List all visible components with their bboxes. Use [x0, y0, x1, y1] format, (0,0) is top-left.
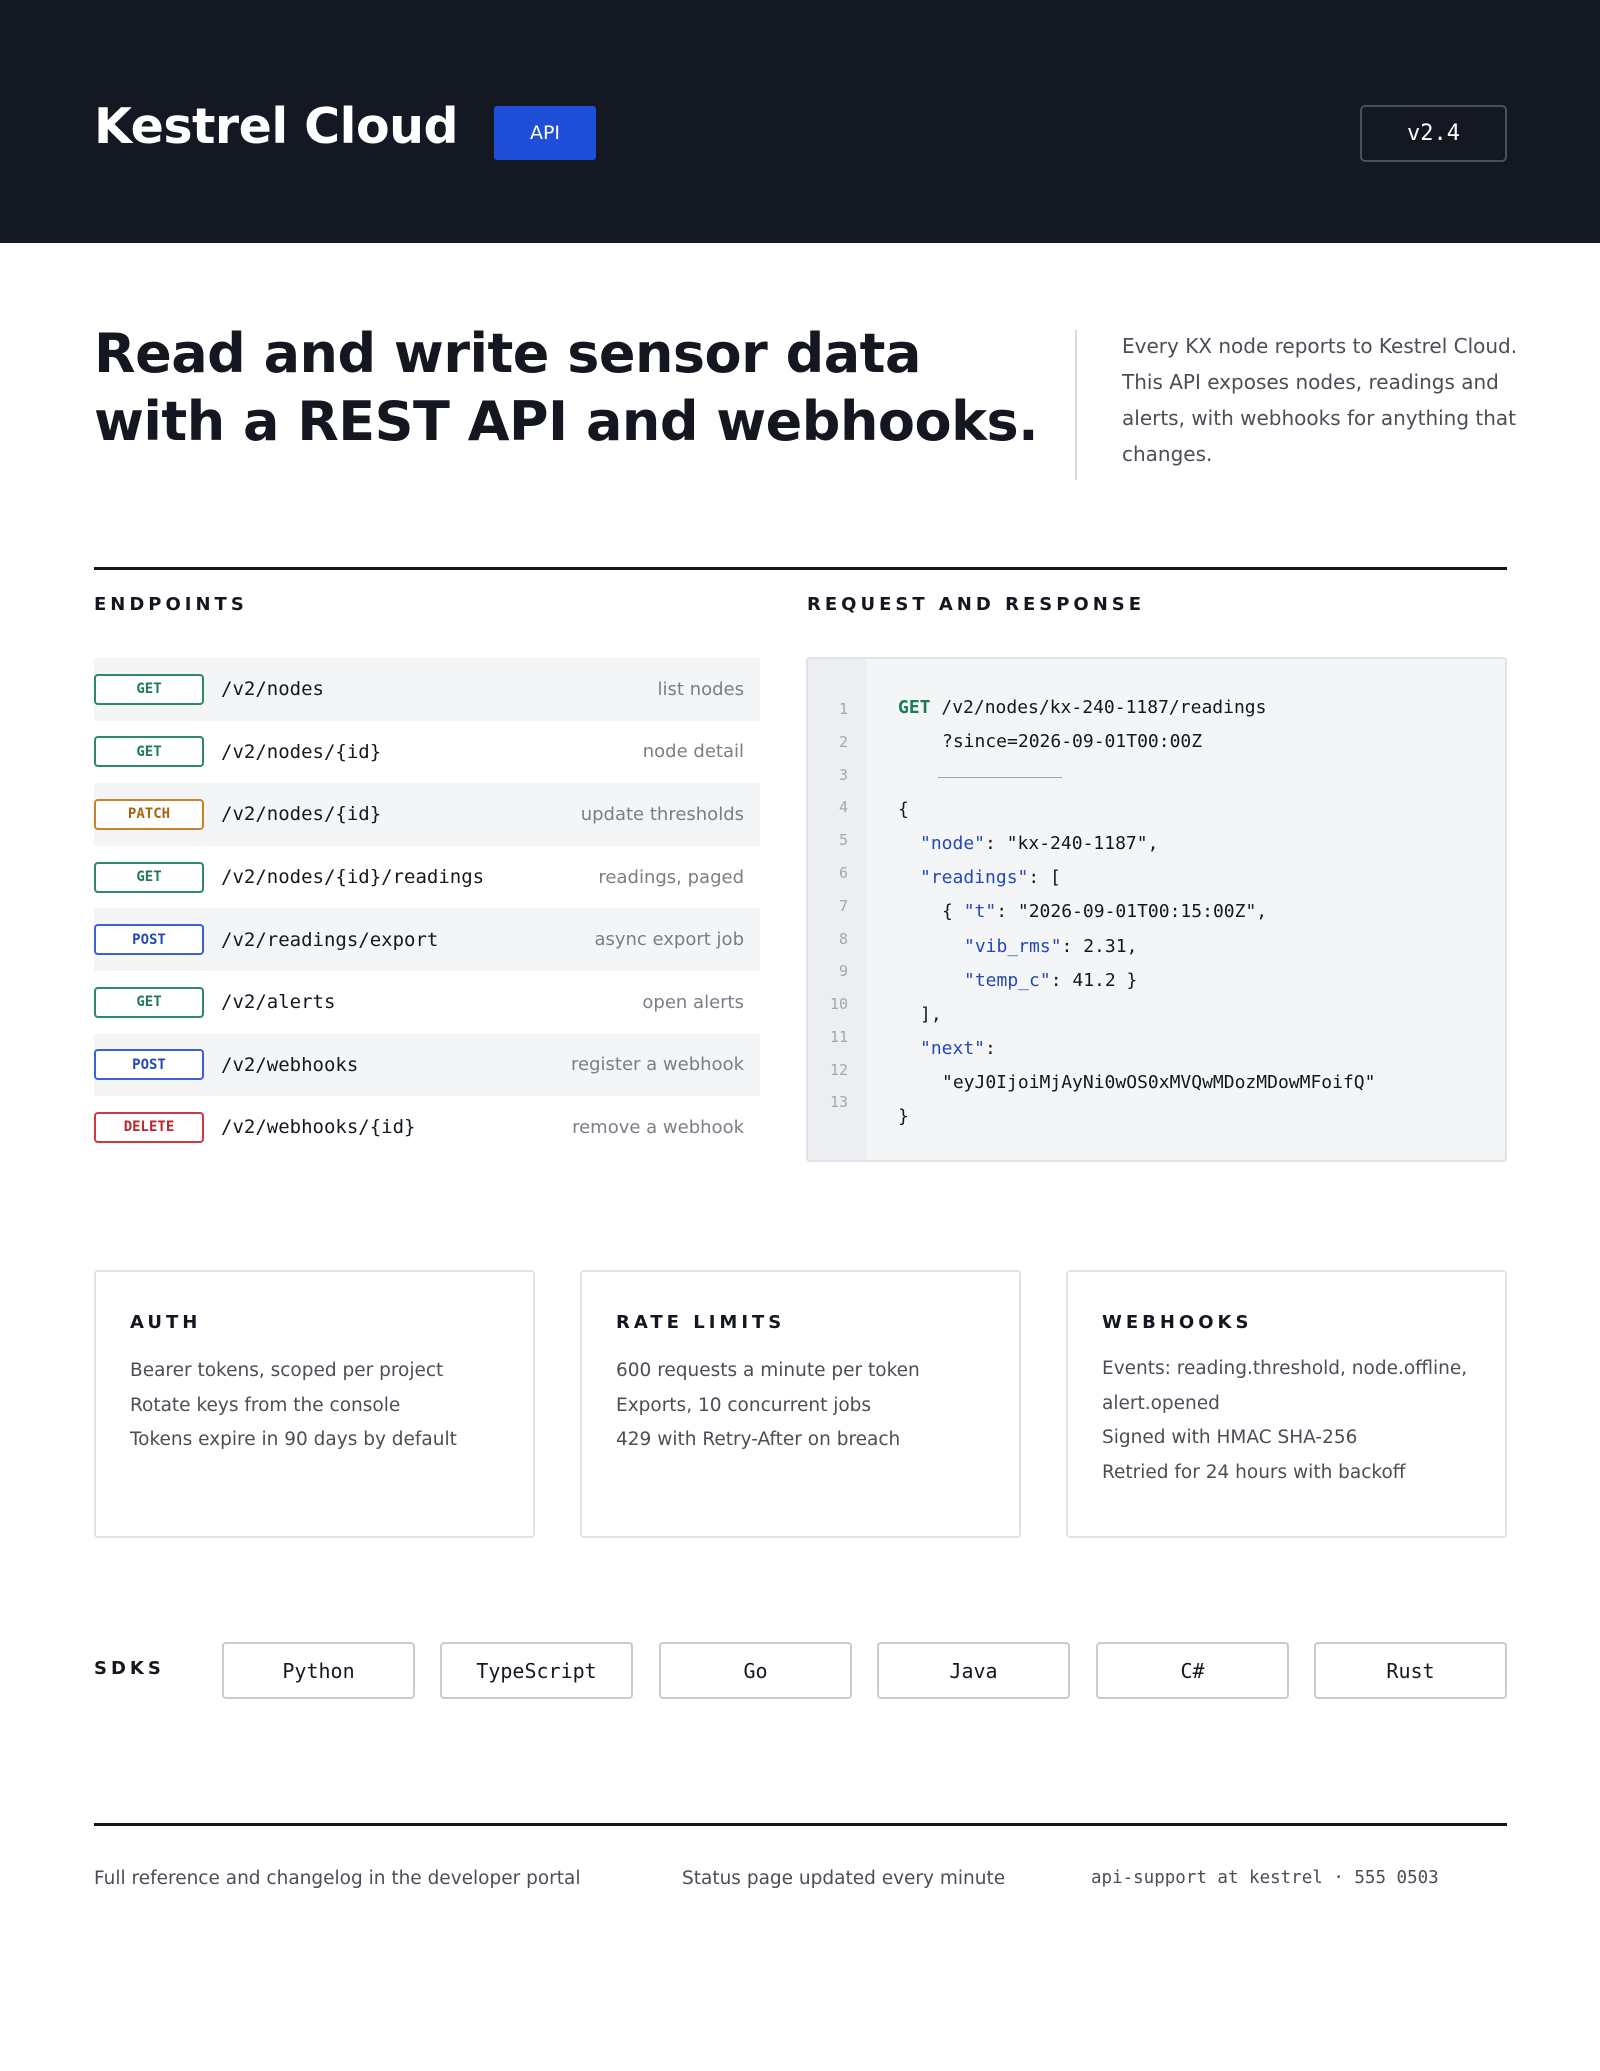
card-line: Retried for 24 hours with backoff: [1102, 1461, 1406, 1483]
method-badge: GET: [94, 674, 204, 705]
card-line: 600 requests a minute per token: [616, 1360, 920, 1381]
line-number: 11: [829, 1028, 848, 1046]
line-number: 9: [838, 962, 848, 980]
code-close-brace: }: [898, 1106, 909, 1127]
card-title: AUTH: [130, 1312, 202, 1333]
endpoint-desc: node detail: [642, 741, 744, 763]
endpoint-path: /v2/readings/export: [221, 928, 439, 951]
line-number: 1: [838, 700, 848, 718]
json-key: "readings": [920, 867, 1029, 888]
hero-description: Every KX node reports to Kestrel Cloud. This API exposes nodes, readings and alerts, with webhooks for anything that changes.: [1122, 334, 1518, 466]
card-line: Events: reading.threshold, node.offline,: [1102, 1358, 1468, 1379]
endpoint-desc: readings, paged: [598, 866, 744, 888]
card-body: [616, 1354, 996, 1458]
json-colon: :: [985, 1038, 996, 1059]
footer-contact[interactable]: api-support at kestrel · 555 0503: [1091, 1868, 1439, 1888]
auth-card: [94, 1270, 535, 1538]
endpoint-row[interactable]: [94, 721, 760, 784]
code-url: /v2/nodes/kx-240-1187/readings: [930, 697, 1267, 718]
code-next-value: "eyJ0IjoiMjAyNi0wOS0xMVQwMDozMDowMFoifQ": [942, 1072, 1376, 1093]
footer-rule: [94, 1823, 1507, 1826]
line-number: 2: [838, 733, 848, 751]
line-number: 7: [838, 897, 848, 915]
card-body: [1102, 1352, 1482, 1490]
sdks-label: SDKS: [94, 1658, 165, 1679]
endpoint-desc: register a webhook: [571, 1054, 744, 1076]
code-t-line: [942, 901, 1267, 922]
footer-status-text[interactable]: Status page updated every minute: [682, 1868, 1006, 1889]
json-value: : 2.31,: [1061, 936, 1138, 957]
endpoint-row[interactable]: [94, 1096, 760, 1159]
request-label: REQUEST AND RESPONSE: [807, 594, 1146, 615]
sdk-rust-button[interactable]: Rust: [1314, 1642, 1507, 1699]
line-number: 8: [838, 930, 848, 948]
card-line: Signed with HMAC SHA-256: [1102, 1427, 1358, 1448]
code-readings-line: [920, 867, 1061, 888]
code-next-line: [920, 1038, 996, 1059]
line-number: 6: [838, 864, 848, 882]
code-close-array: ],: [920, 1004, 942, 1025]
card-line: alert.opened: [1102, 1392, 1220, 1414]
endpoint-desc: async export job: [594, 929, 744, 951]
line-number: 3: [838, 766, 848, 784]
endpoint-path: /v2/nodes/{id}: [221, 803, 382, 826]
sdk-csharp-button[interactable]: C#: [1096, 1642, 1289, 1699]
endpoint-path: /v2/alerts: [221, 991, 336, 1014]
endpoint-desc: open alerts: [642, 991, 744, 1013]
card-line: Exports, 10 concurrent jobs: [616, 1394, 872, 1416]
json-key: "temp_c": [964, 970, 1051, 991]
line-number: 5: [838, 831, 848, 849]
code-separator: [938, 777, 1062, 778]
line-number: 13: [829, 1093, 848, 1111]
endpoints-label: ENDPOINTS: [94, 594, 248, 615]
endpoint-path: /v2/nodes/{id}/readings: [221, 866, 485, 889]
endpoint-desc: list nodes: [657, 678, 744, 700]
method-badge: POST: [94, 924, 204, 955]
card-line: Rotate keys from the console: [130, 1394, 401, 1416]
line-number: 4: [838, 798, 848, 816]
hero-title: Read and write sensor data with a REST API and webhooks.: [94, 322, 1039, 453]
code-node-line: [920, 833, 1158, 854]
endpoint-path: /v2/webhooks/{id}: [221, 1116, 416, 1139]
hero-divider: [1075, 330, 1077, 480]
card-title: WEBHOOKS: [1102, 1312, 1253, 1333]
code-temp-line: [964, 970, 1137, 991]
top-header: [0, 0, 1600, 243]
code-request-line: [898, 697, 1266, 718]
section-rule: [94, 567, 1507, 570]
endpoint-row[interactable]: [94, 971, 760, 1034]
code-query: ?since=2026-09-01T00:00Z: [942, 731, 1203, 752]
json-value: : [: [1028, 867, 1061, 888]
card-line: 429 with Retry-After on breach: [616, 1429, 901, 1450]
code-vib-line: [964, 936, 1137, 957]
method-badge: DELETE: [94, 1112, 204, 1143]
code-block: [806, 657, 1507, 1162]
json-value: : 41.2 }: [1050, 970, 1138, 991]
endpoint-path: /v2/nodes/{id}: [221, 740, 382, 763]
sdk-go-button[interactable]: Go: [659, 1642, 852, 1699]
card-line: Bearer tokens, scoped per project: [130, 1360, 444, 1381]
endpoint-desc: remove a webhook: [572, 1116, 744, 1138]
code-open-brace: {: [898, 799, 909, 820]
endpoint-desc: update thresholds: [580, 803, 744, 825]
api-badge: API: [494, 106, 596, 160]
method-badge: POST: [94, 1049, 204, 1080]
card-line: Tokens expire in 90 days by default: [130, 1429, 457, 1450]
json-key: "t": [963, 901, 997, 922]
sdk-typescript-button[interactable]: TypeScript: [440, 1642, 633, 1699]
json-brace: {: [942, 901, 964, 922]
json-key: "vib_rms": [964, 936, 1062, 957]
json-key: "next": [920, 1038, 986, 1059]
rate-limits-card: [580, 1270, 1021, 1538]
endpoint-row[interactable]: [94, 783, 760, 846]
endpoint-path: /v2/webhooks: [221, 1053, 359, 1076]
footer-portal-text[interactable]: Full reference and changelog in the developer portal: [94, 1868, 581, 1889]
method-badge: PATCH: [94, 799, 204, 830]
endpoint-row[interactable]: [94, 846, 760, 909]
json-value: : "2026-09-01T00:15:00Z",: [996, 901, 1268, 922]
code-method: GET: [898, 697, 931, 718]
sdk-java-button[interactable]: Java: [877, 1642, 1070, 1699]
method-badge: GET: [94, 987, 204, 1018]
method-badge: GET: [94, 736, 204, 767]
card-body: [130, 1354, 510, 1458]
line-number: 12: [829, 1061, 848, 1079]
sdk-python-button[interactable]: Python: [222, 1642, 415, 1699]
endpoint-row[interactable]: [94, 1034, 760, 1097]
line-number: 10: [829, 995, 848, 1013]
brand-title: Kestrel Cloud: [94, 98, 459, 155]
endpoint-path: /v2/nodes: [221, 678, 324, 701]
endpoint-row[interactable]: [94, 658, 760, 721]
version-badge[interactable]: v2.4: [1360, 105, 1507, 162]
endpoint-list: [94, 658, 760, 1159]
method-badge: GET: [94, 862, 204, 893]
json-value: : "kx-240-1187",: [985, 833, 1159, 854]
json-key: "node": [920, 833, 986, 854]
endpoint-row[interactable]: [94, 908, 760, 971]
card-title: RATE LIMITS: [616, 1312, 786, 1333]
webhooks-card: [1066, 1270, 1507, 1538]
line-gutter: [808, 659, 866, 1160]
